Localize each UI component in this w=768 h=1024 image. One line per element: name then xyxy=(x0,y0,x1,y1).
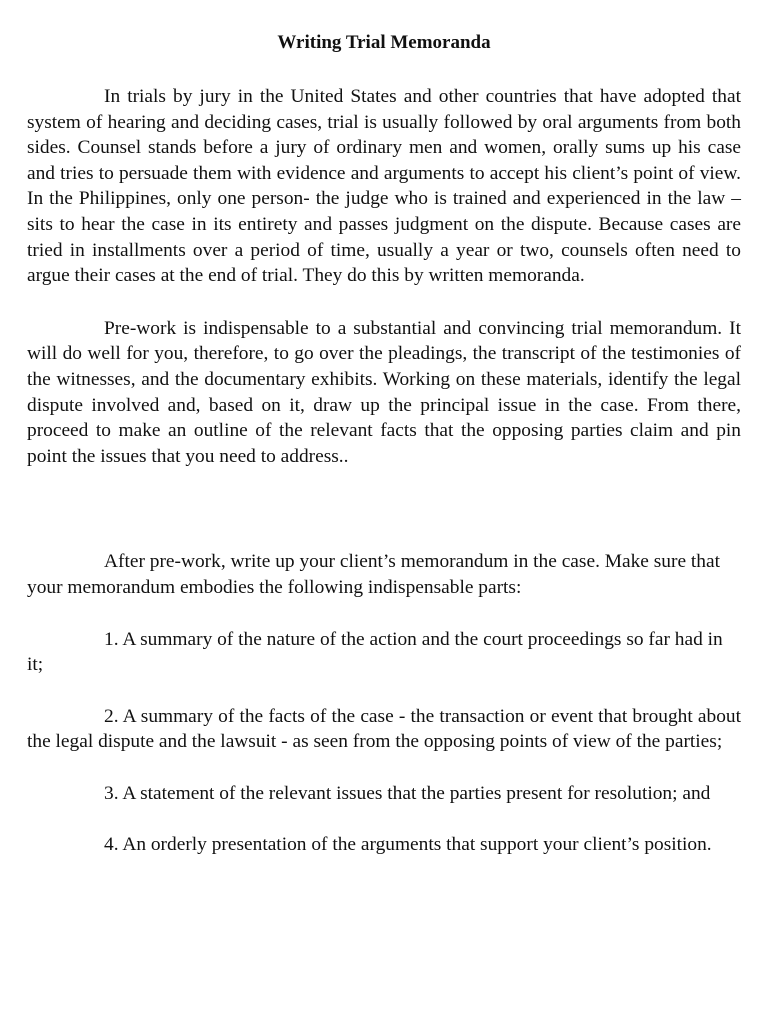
list-item-summary-facts: 2. A summary of the facts of the case - the transaction or event that brought about the legal dispute and the lawsuit - as seen from the opposing points of view of the parties; xyxy=(27,705,741,753)
paragraph-pre-work: Pre-work is indispensable to a substantial and convincing trial memorandum. It will do well for you, therefore, to go over the pleadings, the transcript of the testimonies of the witnesses, and the documentary exhibits. Working on these materials, identify the legal dispute involved and, based on it, draw up the principal issue in the case. From there, proceed to make an outline of the relevant facts that the opposing parties claim and pin point the issues that you need to address.. xyxy=(27,317,741,467)
document-title: Writing Trial Memoranda xyxy=(277,32,491,53)
paragraph-jury-trials: In trials by jury in the United States and other countries that have adopted that system of hearing and deciding cases, trial is usually followed by oral arguments from both sides. Counsel stands before a jury of ordinary men and women, orally sums up his case and tries to persuade them with evidence and arguments to accept his client’s point of view. In the Philippines, only one person- the judge who is trained and experienced in the law – sits to hear the case in its entirety and passes judgment on the dispute. Because cases are tried in installments over a period of time, usually a year or two, counsels often need to argue their cases at the end of trial. They do this by written memoranda. xyxy=(27,86,741,287)
list-item-summary-action: 1. A summary of the nature of the action and the court proceedings so far had in it; xyxy=(27,628,723,676)
paragraph-after-pre-work: After pre-work, write up your client’s memorandum in the case. Make sure that your memorandum embodies the following indispensable parts: xyxy=(27,551,720,598)
document-page xyxy=(27,30,741,858)
list-item-arguments: 4. An orderly presentation of the arguments that support your client’s position. xyxy=(104,834,712,856)
list-item-statement-issues: 3. A statement of the relevant issues that the parties present for resolution; and xyxy=(104,782,711,804)
